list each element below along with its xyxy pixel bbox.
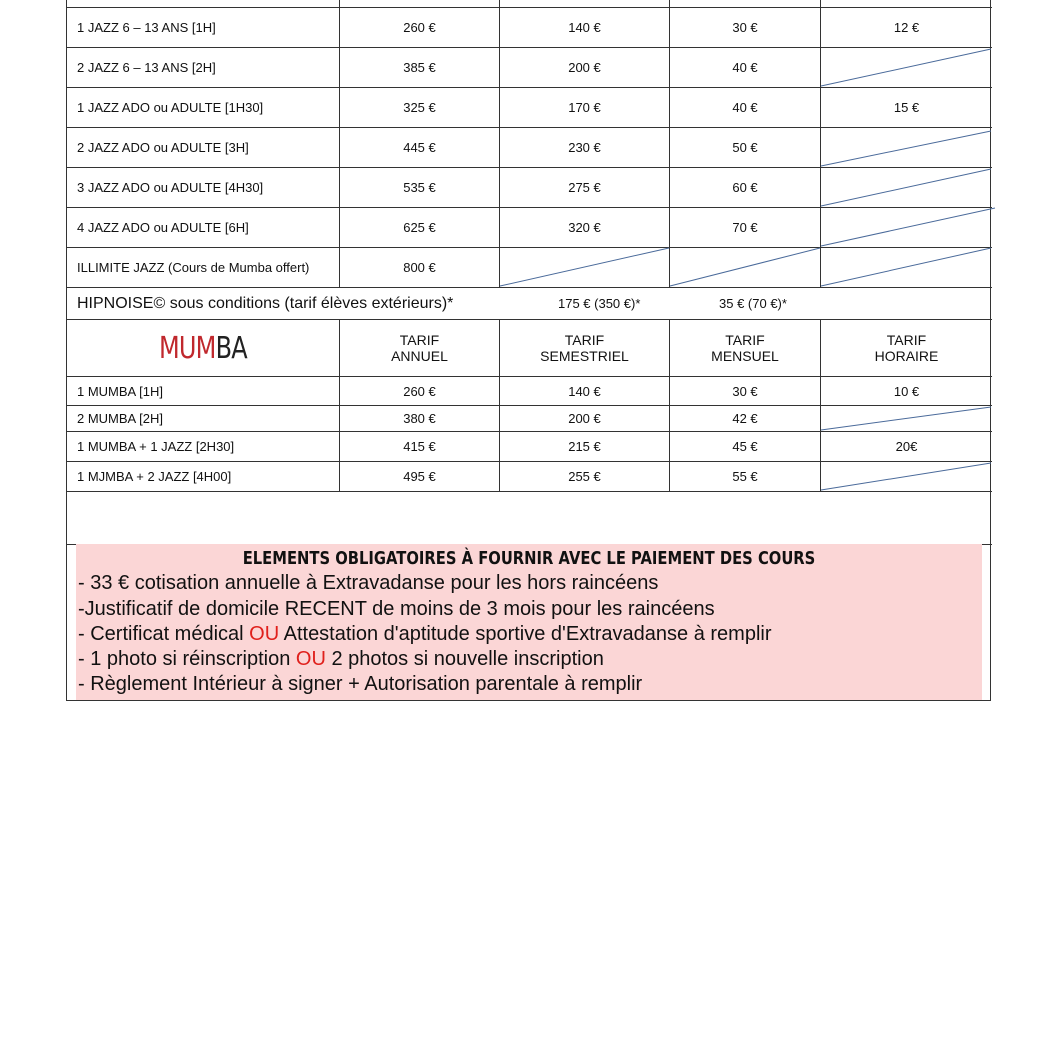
price-mensuel: 60 €	[732, 180, 758, 195]
row-label: 2 MUMBA [2H]	[77, 411, 163, 426]
price-horaire: 15 €	[893, 100, 920, 115]
price-semestriel: 140 €	[568, 383, 601, 399]
header-line: TARIF	[886, 332, 927, 348]
price-annuel: 260 €	[403, 383, 436, 399]
strike-line	[821, 407, 991, 430]
price-mensuel: 55 €	[732, 469, 758, 484]
price-annuel: 495 €	[403, 469, 436, 484]
row-label: 1 MJMBA + 2 JAZZ [4H00]	[77, 469, 232, 484]
price-horaire: 12 €	[893, 20, 920, 35]
price-annuel: 380 €	[403, 411, 436, 426]
strike-line	[821, 169, 991, 206]
strike-line	[500, 248, 669, 286]
price-mensuel: 30 €	[732, 383, 758, 399]
header-line: TARIF	[564, 332, 605, 348]
strike-line	[821, 208, 995, 246]
row-label: ILLIMITE JAZZ (Cours de Mumba offert)	[77, 260, 310, 275]
notes-line	[78, 648, 604, 671]
hipnoise-label: HIPNOISE© sous conditions (tarif élèves extérieurs)*	[77, 294, 454, 312]
price-semestriel: 200 €	[568, 411, 601, 426]
header-line: HORAIRE	[874, 348, 939, 364]
strike-line	[821, 131, 991, 166]
row-label: 2 JAZZ ADO ou ADULTE [3H]	[77, 140, 249, 155]
header-line: ANNUEL	[391, 348, 448, 364]
price-semestriel: 170 €	[568, 100, 601, 115]
price-semestriel: 215 €	[568, 439, 601, 454]
row-label: 3 JAZZ ADO ou ADULTE [4H30]	[77, 180, 264, 195]
price-semestriel: 255 €	[568, 469, 601, 484]
header-semestriel	[500, 320, 669, 376]
price-annuel: 445 €	[403, 140, 436, 155]
row-label: 1 MUMBA [1H]	[77, 383, 163, 399]
price-table	[66, 0, 991, 701]
price-annuel: 260 €	[403, 20, 436, 35]
notes-line: - 33 € cotisation annuelle à Extravadanse pour les hors raincéens	[78, 572, 659, 594]
price-horaire: 10 €	[893, 383, 920, 399]
hipnoise-semestriel: 175 € (350 €)*	[558, 296, 641, 311]
price-mensuel: 45 €	[732, 439, 758, 454]
row-label: 1 JAZZ 6 – 13 ANS [1H]	[77, 20, 216, 35]
price-annuel: 385 €	[403, 60, 436, 75]
price-mensuel: 50 €	[732, 140, 758, 155]
header-horaire	[821, 320, 992, 376]
header-annuel	[340, 320, 499, 376]
row-divider	[67, 491, 992, 492]
price-mensuel: 30 €	[732, 20, 758, 35]
notes-text: 2 photos si nouvelle inscription	[325, 648, 604, 670]
price-semestriel: 230 €	[568, 140, 601, 155]
notes-ou: OU	[249, 623, 280, 645]
notes-text: Attestation d'aptitude sportive d'Extravadanse à remplir	[279, 623, 772, 645]
price-semestriel: 200 €	[568, 60, 601, 75]
header-line: TARIF	[399, 332, 440, 348]
price-annuel: 535 €	[403, 180, 436, 195]
notes-text: - 1 photo si réinscription	[78, 648, 296, 670]
price-annuel: 800 €	[403, 260, 436, 275]
price-horaire: 20€	[895, 439, 918, 454]
notes-text: - Certificat médical	[78, 623, 250, 645]
mumba-logo-part2: BA	[215, 330, 247, 366]
row-label: 4 JAZZ ADO ou ADULTE [6H]	[77, 220, 249, 235]
strike-line	[821, 248, 991, 286]
price-mensuel: 40 €	[732, 100, 758, 115]
price-annuel: 325 €	[403, 100, 436, 115]
price-mensuel: 70 €	[732, 220, 758, 235]
strike-line	[821, 49, 991, 86]
notes-line: -Justificatif de domicile RECENT de moins de 3 mois pour les raincéens	[78, 598, 715, 620]
price-semestriel: 275 €	[568, 180, 601, 195]
strike-line	[670, 248, 820, 286]
price-annuel: 415 €	[403, 439, 436, 454]
notes-title: ELEMENTS OBLIGATOIRES À FOURNIR AVEC LE PAIEMENT DES COURS	[242, 548, 816, 569]
mumba-logo	[67, 320, 339, 376]
header-line: SEMESTRIEL	[540, 348, 629, 364]
price-mensuel: 42 €	[732, 411, 758, 426]
notes-ou: OU	[295, 648, 326, 670]
price-semestriel: 140 €	[568, 20, 601, 35]
row-label: 1 MUMBA + 1 JAZZ [2H30]	[77, 439, 235, 454]
row-label: 1 JAZZ ADO ou ADULTE [1H30]	[77, 100, 264, 115]
row-label: 2 JAZZ 6 – 13 ANS [2H]	[77, 60, 216, 75]
notes-line	[78, 623, 772, 646]
header-line: TARIF	[725, 332, 765, 348]
header-mensuel	[670, 320, 820, 376]
strike-line	[821, 463, 991, 490]
price-annuel: 625 €	[403, 220, 436, 235]
header-line: MENSUEL	[711, 348, 779, 364]
mumba-logo-part1: MUM	[159, 330, 216, 366]
notes-line: - Règlement Intérieur à signer + Autorisation parentale à remplir	[78, 673, 643, 695]
price-mensuel: 40 €	[732, 60, 758, 75]
price-semestriel: 320 €	[568, 220, 601, 235]
required-documents-box	[76, 544, 982, 700]
hipnoise-mensuel: 35 € (70 €)*	[719, 296, 787, 311]
